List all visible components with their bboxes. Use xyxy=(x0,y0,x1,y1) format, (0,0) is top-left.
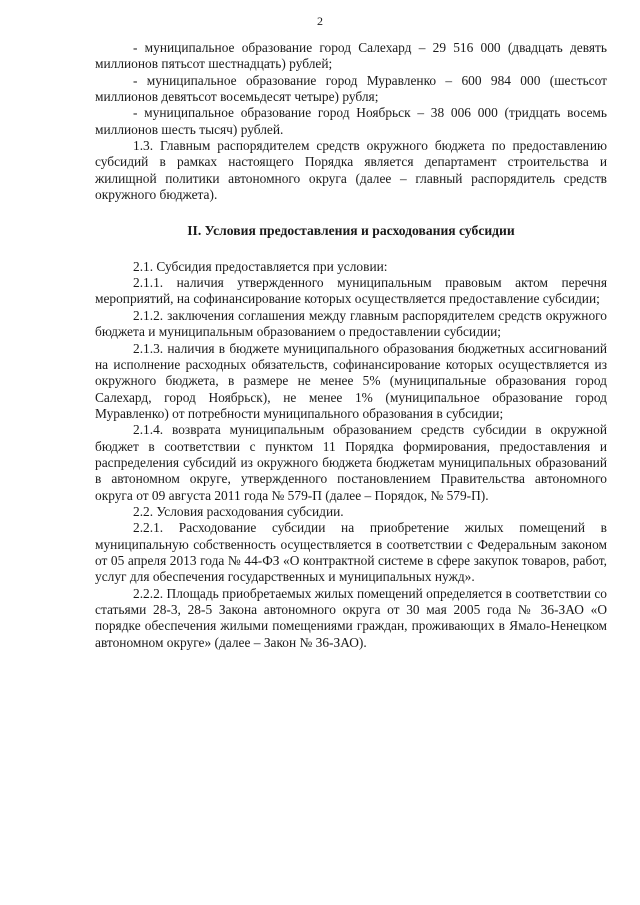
paragraph-salekhard: - муниципальное образование город Салехард – 29 516 000 (двадцать девять миллионов пятьсот шестнадцать) рублей; xyxy=(95,40,607,72)
paragraph-2-1-2: 2.1.2. заключения соглашения между главным распорядителем средств окружного бюджета и муниципальным образованием о предоставлении субсидии; xyxy=(95,307,607,340)
page-number: 2 xyxy=(317,14,323,28)
paragraph-2-1-1: 2.1.1. наличия утвержденного муниципальным правовым актом перечня мероприятий, на софинансирование которых осуществляется предоставление субсидии; xyxy=(95,275,607,307)
paragraph-muravlenko: - муниципальное образование город Муравленко – 600 984 000 (шестьсот миллионов девятьсот восемьдесят четыре) рубля; xyxy=(95,72,607,105)
paragraph-2-2-1: 2.2.1. Расходование субсидии на приобретение жилых помещений в муниципальную собственность осуществляется в соответствии с Федеральным законом от 05 апреля 2013 года № 44-ФЗ «О контрактной системе в сфере закупок товаров, работ, услуг для обеспечения государственных и муниципальных нужд». xyxy=(95,520,607,585)
paragraph-2-1-3: 2.1.3. наличия в бюджете муниципального образования бюджетных ассигнований на исполнение расходных обязательств, софинансирование которых осуществляется из окружного бюджета, в размере не менее 5% (муниципальные образования город Салехард, город Ноябрьск), не менее 1% (муниципальное образование город Муравленко) от потребности муниципального образования в субсидии; xyxy=(95,340,607,421)
paragraph-2-2: 2.2. Условия расходования субсидии. xyxy=(133,503,344,519)
section-heading: II. Условия предоставления и расходования субсидии xyxy=(187,223,515,239)
document-body xyxy=(95,40,607,651)
paragraph-2-2-2: 2.2.2. Площадь приобретаемых жилых помещений определяется в соответствии со статьями 28-3, 28-5 Закона автономного округа от 30 мая 2005 года № 36-ЗАО «О порядке обеспечения жилыми помещениями граждан, проживающих в Ямало-Ненецком автономном округе» (далее – Закон № 36-ЗАО). xyxy=(95,585,607,650)
paragraph-2-1-4: 2.1.4. возврата муниципальным образованием средств субсидии в окружной бюджет в соответствии с пунктом 11 Порядка формирования, предоставления и распределения субсидий из окружного бюджета бюджетам муниципальных образований в автономном округе, утвержденного постановлением Правительства автономного округа от 09 августа 2011 года № 579-П (далее – Порядок, № 579-П). xyxy=(95,422,607,503)
paragraph-2-1: 2.1. Субсидия предоставляется при условии: xyxy=(133,258,388,274)
paragraph-noyabrsk: - муниципальное образование город Ноябрьск – 38 006 000 (тридцать восемь миллионов шесть тысяч) рублей. xyxy=(95,105,607,137)
paragraph-1-3: 1.3. Главным распорядителем средств окружного бюджета по предоставлению субсидий в рамках настоящего Порядка является департамент строительства и жилищной политики автономного округа (далее – главный распорядитель средств окружного бюджета). xyxy=(95,138,607,203)
